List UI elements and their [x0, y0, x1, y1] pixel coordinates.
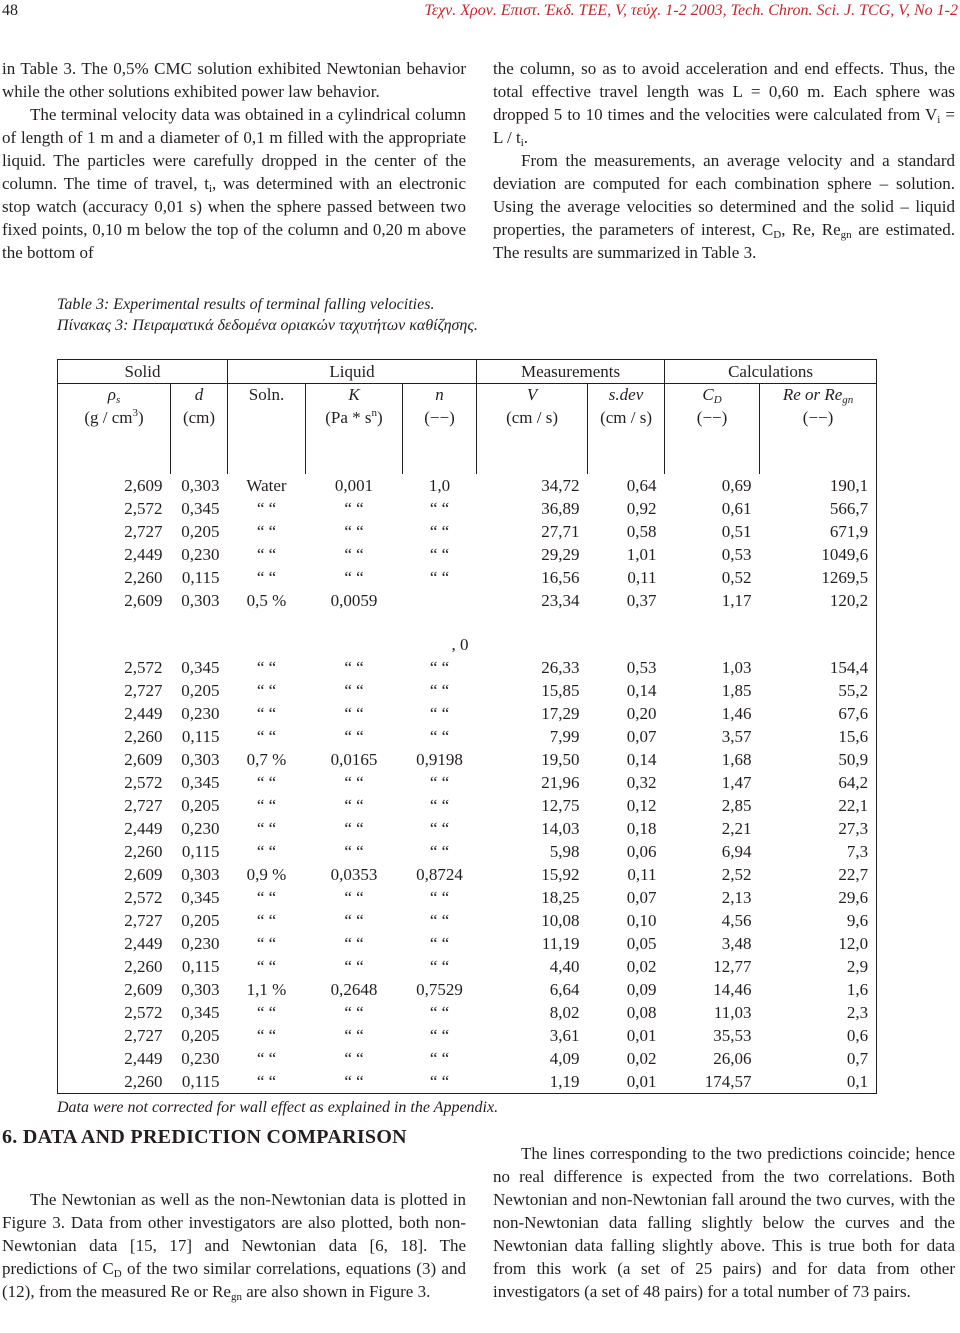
- table-cell: 0,32: [626, 772, 657, 792]
- table-cell: 0,58: [626, 521, 657, 541]
- table-cell: 0,303: [181, 749, 220, 769]
- table-cell: “ “: [429, 498, 450, 518]
- table-cell: 0,11: [627, 864, 657, 884]
- table-cell: 0,303: [181, 979, 220, 999]
- table-cell: “ “: [344, 795, 364, 815]
- table-cell: 1,6: [760, 978, 877, 1001]
- paragraph: From the measurements, an average velocity and a standard deviation are computed for each combination sphere – solution. Using the average velocities so determined and the solid – liquid properties, the parameters of interest, $C_D$, Re, $Re_{gn}$ are estimated. The results are summarized in Table 3.: [493, 151, 955, 262]
- table-cell: 0,11: [627, 567, 657, 587]
- table-row: [58, 840, 877, 863]
- table-cell: 0,8724: [416, 864, 463, 884]
- table-cell: 11,03: [713, 1002, 752, 1022]
- table-cell: 64,2: [760, 771, 877, 794]
- table-cell: 2,609: [58, 863, 171, 886]
- paragraph: in Table 3. The 0,5% CMC solution exhibited Newtonian behavior while the other solutions exhibited power law behavior.: [2, 59, 466, 101]
- table-cell: “ “: [429, 1025, 450, 1045]
- table-row: [58, 1001, 877, 1024]
- table-note: Data were not corrected for wall effect as explained in the Appendix.: [57, 1099, 499, 1116]
- table-cell: 14,46: [713, 979, 752, 999]
- table-cell: “ “: [429, 703, 450, 723]
- table-cell: 14,03: [541, 818, 580, 838]
- header-unit: (cm / s): [588, 407, 665, 430]
- table-cell: 34,72: [541, 475, 580, 495]
- table-cell: 190,1: [760, 474, 877, 497]
- table-cell: “ “: [256, 1002, 277, 1022]
- table-row: [58, 1024, 877, 1047]
- table-cell: 0,115: [181, 726, 220, 746]
- table-cell: 174,57: [665, 1070, 760, 1094]
- header-unit: (cm): [171, 407, 228, 430]
- table-cell: 0,20: [626, 703, 657, 723]
- table-cell: 2,260: [58, 840, 171, 863]
- header-symbol: $C_D$: [665, 384, 760, 408]
- header-unit: [228, 407, 306, 430]
- table-cell: “ “: [344, 910, 364, 930]
- table-cell: 2,21: [721, 818, 752, 838]
- table-cell: 15,85: [541, 680, 580, 700]
- table-cell: 0,9198: [416, 749, 463, 769]
- table-cell: 0,001: [334, 475, 374, 495]
- table-cell: 0,02: [626, 956, 657, 976]
- table-cell: 29,29: [541, 544, 580, 564]
- table-cell: 1049,6: [760, 543, 877, 566]
- table-row: [58, 656, 877, 679]
- table-cell: 0,230: [181, 1048, 220, 1068]
- table-cell: 0,2648: [330, 979, 378, 999]
- table-cell: 1,47: [721, 772, 752, 792]
- table-cell: “ “: [344, 544, 364, 564]
- table-cell: “ “: [256, 933, 277, 953]
- table-body: [58, 474, 877, 1094]
- group-measurements: Measurements: [477, 360, 665, 384]
- header-symbol: $\rho_s$: [58, 384, 171, 408]
- table-cell: “ “: [429, 657, 450, 677]
- table-cell: 7,3: [760, 840, 877, 863]
- table-row: [58, 589, 877, 612]
- table-cell: 0,07: [626, 726, 657, 746]
- table-row: [58, 794, 877, 817]
- table-cell: 0,14: [626, 680, 657, 700]
- table-cell: 1,0: [428, 475, 451, 495]
- page-number: 48: [2, 2, 18, 19]
- table-cell: “ “: [344, 567, 364, 587]
- table-cell: “ “: [344, 703, 364, 723]
- table-row: [58, 566, 877, 589]
- table-cell: “ “: [429, 567, 450, 587]
- table-cell: “ “: [256, 910, 277, 930]
- table-cell: 10,08: [541, 910, 580, 930]
- table-cell: “ “: [429, 680, 450, 700]
- header-unit: $(g / cm^3)$: [58, 407, 171, 430]
- table-cell: “ “: [429, 772, 450, 792]
- table-cell: 2,609: [58, 978, 171, 1001]
- table-cell: 0,53: [626, 657, 657, 677]
- header-symbol: V: [477, 384, 588, 408]
- symbol-header-row: [58, 384, 877, 408]
- table-caption-gr: Πίνακας 3: Πειραματικά δεδομένα οριακών ταχυτήτων καθίζησης.: [57, 317, 478, 334]
- header-symbol: Re or $Re_{gn}$: [760, 384, 877, 408]
- table-cell: “ “: [256, 818, 277, 838]
- table-cell: 3,48: [721, 933, 752, 953]
- table-row: [58, 702, 877, 725]
- header-gap: [58, 430, 877, 474]
- table-gap-row: [58, 612, 877, 656]
- table-cell: “ “: [344, 521, 364, 541]
- table-cell: “ “: [344, 956, 364, 976]
- table-cell: “ “: [256, 841, 277, 861]
- table-cell: “ “: [256, 657, 277, 677]
- table-cell: 0,64: [626, 475, 657, 495]
- table-cell: “ “: [256, 703, 277, 723]
- table-cell: 3,57: [721, 726, 752, 746]
- header-symbol: s.dev: [588, 384, 665, 408]
- table-cell: 0,7 %: [246, 749, 287, 769]
- table-cell: 16,56: [541, 567, 580, 587]
- table-cell: 2,449: [58, 817, 171, 840]
- table-cell: 1,85: [721, 680, 752, 700]
- paragraph: The terminal velocity data was obtained in a cylindrical column of length of 1 m and a diameter of 0,1 m filled with the appropriate liquid. The particles were carefully dropped in the center of the column. The time of travel, $t_i$, was determined with an electronic stop watch (accuracy 0,01 s) when the sphere passed between two fixed points, 0,10 m below the top of the column and 0,20 m above the bottom of: [2, 105, 466, 262]
- table-cell: 671,9: [760, 520, 877, 543]
- table-cell: 0,14: [626, 749, 657, 769]
- table-cell: 0,230: [181, 933, 220, 953]
- table-cell: 1,19: [477, 1070, 588, 1094]
- table-cell: 50,9: [760, 748, 877, 771]
- table-cell: 0,115: [181, 567, 220, 587]
- table-cell: 26,33: [541, 657, 580, 677]
- table-cell: 35,53: [713, 1025, 752, 1045]
- table-cell: 0,18: [626, 818, 657, 838]
- table-cell: 0,230: [181, 703, 220, 723]
- table-cell: 2,609: [58, 589, 171, 612]
- table-cell: “ “: [344, 772, 364, 792]
- table-cell: 0,303: [181, 590, 220, 610]
- paragraph: The lines corresponding to the two predictions coincide; hence no real difference is expected from the two correlations. Both Newtonian and non-Newtonian fall around the two curves, with the non-Newtonian data falling slightly below the curves and the Newtonian data falling slightly above. This is true both for data from this work (a set of 25 pairs) and for data from other investigators (a set of 48 pairs) for a total number of 73 pairs.: [493, 1144, 955, 1301]
- header-symbol: d: [171, 384, 228, 408]
- table-cell: 2,572: [58, 497, 171, 520]
- table-row: [58, 474, 877, 497]
- table-cell: “ “: [256, 795, 277, 815]
- table-cell: 0,01: [588, 1070, 665, 1094]
- table-cell: “ “: [256, 726, 277, 746]
- table-cell: 0,115: [181, 841, 220, 861]
- table-cell: 2,609: [58, 748, 171, 771]
- table-row: [58, 932, 877, 955]
- table-cell: 15,6: [760, 725, 877, 748]
- table-cell: 2,727: [58, 679, 171, 702]
- table-cell: 55,2: [760, 679, 877, 702]
- table-cell: “ “: [429, 795, 450, 815]
- table-cell: 11,19: [541, 933, 580, 953]
- table-cell: 0,303: [181, 475, 220, 495]
- table-cell: 0,92: [626, 498, 657, 518]
- journal-citation: Τεχν. Χρον. Επιστ. Έκδ. ΤΕΕ, V, τεύχ. 1-2 2003, Tech. Chron. Sci. J. TCG, V, No 1-2: [424, 2, 958, 19]
- table-cell: “ “: [344, 498, 364, 518]
- group-solid: Solid: [58, 360, 228, 384]
- table-cell: 0,09: [626, 979, 657, 999]
- paragraph: The Newtonian as well as the non-Newtonian data is plotted in Figure 3. Data from other investigators are also plotted, both non-Newtonian data [15, 17] and Newtonian data [6, 18]. The predictions of $C_D$ of the two similar correlations, equations (3) and (12), from the measured Re or $Re_{gn}$ are also shown in Figure 3.: [2, 1190, 466, 1303]
- table-cell: 26,06: [713, 1048, 752, 1068]
- running-header: [0, 2, 960, 22]
- table-cell: 0,205: [181, 521, 220, 541]
- table-cell: “ “: [256, 680, 277, 700]
- table-row: [58, 978, 877, 1001]
- header-unit: $(Pa * s^n)$: [306, 407, 403, 430]
- header-symbol: n: [403, 384, 477, 408]
- table-cell: 154,4: [760, 656, 877, 679]
- table-cell: 566,7: [760, 497, 877, 520]
- table-cell: 0,115: [181, 956, 220, 976]
- table-cell: “ “: [429, 1002, 450, 1022]
- table-cell: 0,230: [181, 544, 220, 564]
- table-cell: 2,13: [721, 887, 752, 907]
- table-cell: “ “: [344, 1048, 364, 1068]
- table-cell: 1,17: [721, 590, 752, 610]
- table-cell: 4,09: [549, 1048, 580, 1068]
- stray-mark: , 0: [451, 635, 469, 654]
- table-cell: 0,1: [760, 1070, 877, 1094]
- table-cell: 0,37: [626, 590, 657, 610]
- table-cell: “ “: [344, 841, 364, 861]
- table-cell: 7,99: [549, 726, 580, 746]
- table-cell: 0,345: [181, 498, 220, 518]
- table-cell: 0,5 %: [246, 590, 287, 610]
- table-cell: “ “: [256, 772, 277, 792]
- table-cell: “ “: [256, 544, 277, 564]
- table-cell: 2,572: [58, 886, 171, 909]
- table-cell: 2,3: [760, 1001, 877, 1024]
- table-cell: 2,449: [58, 543, 171, 566]
- table-cell: 22,1: [760, 794, 877, 817]
- table-cell: 2,260: [58, 955, 171, 978]
- table-cell: 2,727: [58, 794, 171, 817]
- table-caption-en: Table 3: Experimental results of terminal falling velocities.: [57, 296, 435, 313]
- table-cell: “ “: [344, 657, 364, 677]
- results-table: [57, 359, 877, 1094]
- table-cell: “ “: [344, 887, 364, 907]
- table-cell: 3,61: [549, 1025, 580, 1045]
- table-cell: 23,34: [541, 590, 580, 610]
- table-cell: 36,89: [541, 498, 580, 518]
- table-cell: 0,7: [760, 1047, 877, 1070]
- paragraph: the column, so as to avoid acceleration and end effects. Thus, the total effective travel length was L = 0,60 m. Each sphere was dropped 5 to 10 times and the velocities were calculated from $V_i = L / t_i$.: [493, 59, 955, 149]
- table-cell: “ “: [429, 1048, 450, 1068]
- table-cell: 2,260: [58, 566, 171, 589]
- table-cell: 120,2: [760, 589, 877, 612]
- table-cell: 22,7: [760, 863, 877, 886]
- table-cell: 0,230: [181, 818, 220, 838]
- table-cell: 27,3: [760, 817, 877, 840]
- table-row: [58, 886, 877, 909]
- table-row: [58, 748, 877, 771]
- table-cell: “ “: [344, 1002, 364, 1022]
- table-cell: 2,572: [58, 1001, 171, 1024]
- table-cell: 0,08: [626, 1002, 657, 1022]
- table-cell: 0,51: [721, 521, 752, 541]
- table-cell: 0,53: [721, 544, 752, 564]
- table-cell: 2,9: [760, 955, 877, 978]
- table-cell: “ “: [429, 544, 450, 564]
- table-cell: “ “: [429, 818, 450, 838]
- table-cell: 2,609: [58, 474, 171, 497]
- table-cell: 2,449: [58, 1047, 171, 1070]
- table-cell: 0,52: [721, 567, 752, 587]
- section-heading: 6. DATA AND PREDICTION COMPARISON: [2, 1126, 407, 1148]
- header-unit: (−−): [760, 407, 877, 430]
- table-cell: 12,77: [713, 956, 752, 976]
- table-row: [58, 725, 877, 748]
- table-cell: 2,85: [721, 795, 752, 815]
- table-cell: “ “: [403, 1070, 477, 1094]
- table-cell: 0,9 %: [246, 864, 287, 884]
- table-cell: 0,7529: [416, 979, 463, 999]
- table-cell: “ “: [429, 726, 450, 746]
- table-cell: 5,98: [549, 841, 580, 861]
- table-cell: 2,727: [58, 909, 171, 932]
- table-row: [58, 771, 877, 794]
- table-cell: 0,345: [181, 657, 220, 677]
- table-cell: “ “: [429, 933, 450, 953]
- table-row: [58, 679, 877, 702]
- table-cell: “ “: [256, 1025, 277, 1045]
- table-cell: “ “: [256, 1048, 277, 1068]
- left-column-bottom: [2, 1188, 466, 1303]
- table-cell: 0,6: [760, 1024, 877, 1047]
- table-cell: 0,12: [626, 795, 657, 815]
- right-column-top: [493, 57, 955, 264]
- unit-header-row: [58, 407, 877, 430]
- table-cell: 4,40: [549, 956, 580, 976]
- table-cell: “ “: [344, 818, 364, 838]
- table-cell: 2,572: [58, 656, 171, 679]
- group-calculations: Calculations: [665, 360, 877, 384]
- table-cell: “ “: [256, 956, 277, 976]
- table-cell: 2,449: [58, 932, 171, 955]
- table-cell: 4,56: [721, 910, 752, 930]
- table-cell: 0,0059: [330, 590, 378, 610]
- header-symbol: Soln.: [228, 384, 306, 408]
- table-cell: 0,205: [181, 1025, 220, 1045]
- table-cell: 2,572: [58, 771, 171, 794]
- group-liquid: Liquid: [228, 360, 477, 384]
- table-row: [58, 909, 877, 932]
- table-cell: 0,0353: [330, 864, 378, 884]
- table-cell: “ “: [344, 933, 364, 953]
- table-cell: 0,205: [181, 680, 220, 700]
- table-cell: 12,0: [760, 932, 877, 955]
- header-unit: (−−): [665, 407, 760, 430]
- table-cell: 6,64: [549, 979, 580, 999]
- table-cell: 19,50: [541, 749, 580, 769]
- table-cell: “ “: [306, 1070, 403, 1094]
- table-cell: 0,61: [721, 498, 752, 518]
- table-row: [58, 1047, 877, 1070]
- table-cell: 0,07: [626, 887, 657, 907]
- table-row: [58, 1070, 877, 1094]
- table-row: [58, 863, 877, 886]
- table-row: [58, 497, 877, 520]
- table-cell: 0,345: [181, 1002, 220, 1022]
- table-cell: “ “: [344, 1025, 364, 1045]
- table-cell: 0,02: [626, 1048, 657, 1068]
- table-cell: 67,6: [760, 702, 877, 725]
- table-cell: 2,727: [58, 520, 171, 543]
- table-cell: “ “: [344, 680, 364, 700]
- table-cell: [403, 589, 477, 612]
- table-cell: 8,02: [549, 1002, 580, 1022]
- table-cell: 1,01: [626, 544, 657, 564]
- table-cell: 17,29: [541, 703, 580, 723]
- header-symbol: K: [306, 384, 403, 408]
- table-row: [58, 817, 877, 840]
- table-row: [58, 955, 877, 978]
- header-unit: (−−): [403, 407, 477, 430]
- table-cell: 0,205: [181, 795, 220, 815]
- table-cell: 0,69: [721, 475, 752, 495]
- table-cell: 0,06: [626, 841, 657, 861]
- table-cell: 6,94: [721, 841, 752, 861]
- table-cell: 1,68: [721, 749, 752, 769]
- table-cell: 0,05: [626, 933, 657, 953]
- table-cell: 2,52: [721, 864, 752, 884]
- table-cell: 0,01: [626, 1025, 657, 1045]
- table-cell: 2,260: [58, 725, 171, 748]
- table-cell: “ “: [429, 521, 450, 541]
- table-cell: “ “: [256, 498, 277, 518]
- table-cell: 0,345: [181, 772, 220, 792]
- table-cell: 29,6: [760, 886, 877, 909]
- table-cell: “ “: [429, 956, 450, 976]
- table-cell: “ “: [429, 887, 450, 907]
- table-cell: 1,03: [721, 657, 752, 677]
- table-cell: 1,1 %: [246, 979, 287, 999]
- table-cell: 15,92: [541, 864, 580, 884]
- table-cell: “ “: [256, 887, 277, 907]
- table-cell: 0,205: [181, 910, 220, 930]
- table-cell: 1269,5: [760, 566, 877, 589]
- table-cell: 9,6: [760, 909, 877, 932]
- table-row: [58, 520, 877, 543]
- group-header-row: [58, 360, 877, 384]
- table-cell: “ “: [256, 567, 277, 587]
- right-column-bottom: [493, 1142, 955, 1303]
- table-cell: “ “: [228, 1070, 306, 1094]
- table-cell: “ “: [256, 521, 277, 541]
- table-row: [58, 543, 877, 566]
- table-cell: 2,727: [58, 1024, 171, 1047]
- table-cell: 0,0165: [330, 749, 378, 769]
- table-cell: “ “: [344, 726, 364, 746]
- table-cell: “ “: [429, 910, 450, 930]
- table-cell: 0,345: [181, 887, 220, 907]
- table-cell: 27,71: [541, 521, 580, 541]
- table-cell: 12,75: [541, 795, 580, 815]
- table-cell: 2,260: [58, 1070, 171, 1094]
- table-cell: 0,115: [171, 1070, 228, 1094]
- left-column-top: [2, 57, 466, 264]
- table-cell: 0,10: [626, 910, 657, 930]
- table-cell: 1,46: [721, 703, 752, 723]
- table-cell: 2,449: [58, 702, 171, 725]
- table-cell: “ “: [429, 841, 450, 861]
- header-unit: (cm / s): [477, 407, 588, 430]
- table-cell: Water: [246, 475, 287, 495]
- table-cell: 0,303: [181, 864, 220, 884]
- table-cell: 21,96: [541, 772, 580, 792]
- table-cell: 18,25: [541, 887, 580, 907]
